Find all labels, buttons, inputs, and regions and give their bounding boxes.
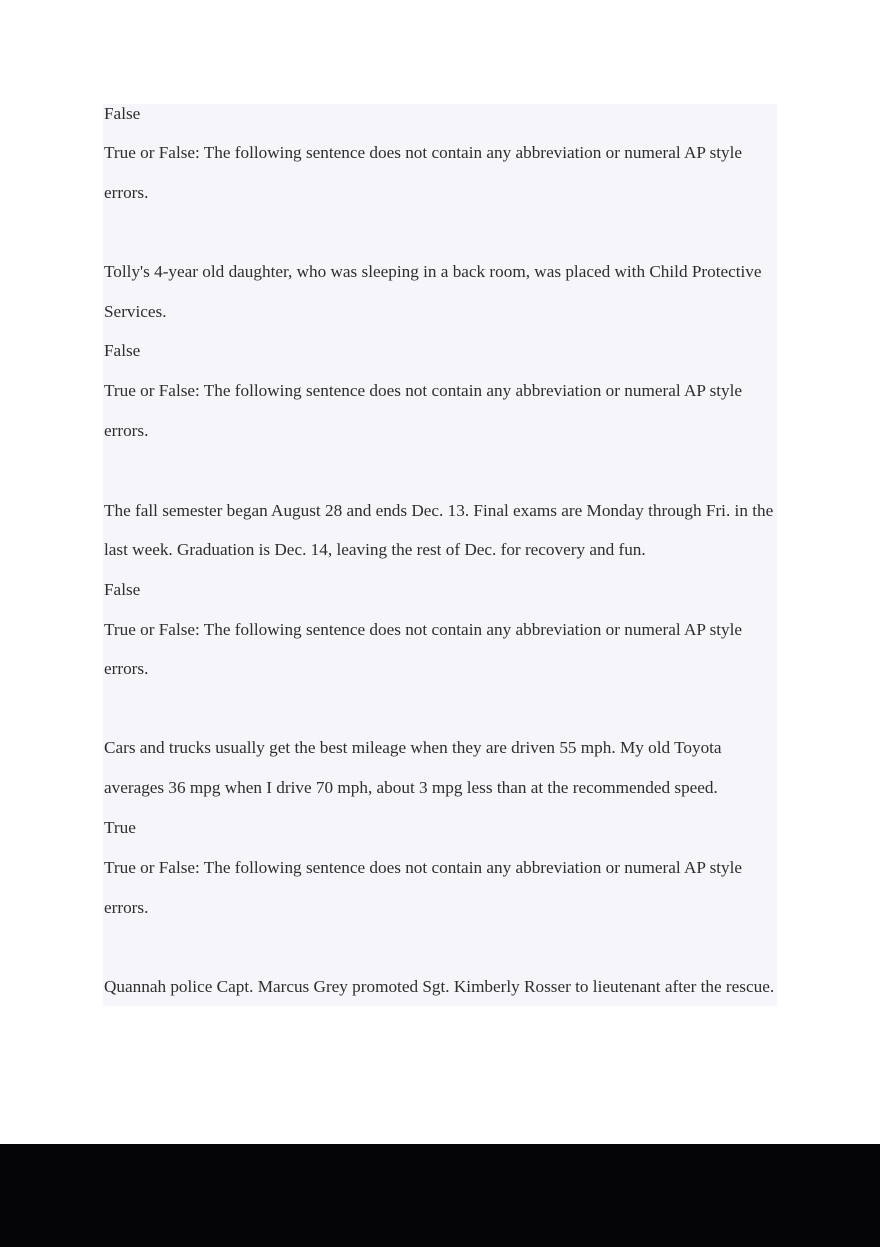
example-sentence: Tolly's 4-year old daughter, who was sleeping in a back room, was placed with Child Protective (104, 262, 762, 281)
question-text: True or False: The following sentence does not contain any abbreviation or numeral AP style (104, 858, 743, 877)
example-sentence: The fall semester began August 28 and ends Dec. 13. Final exams are Monday through Fri. in the (104, 501, 774, 520)
answer-label: False (104, 341, 141, 360)
answer-label: False (104, 104, 141, 123)
question-text: True or False: The following sentence does not contain any abbreviation or numeral AP style (104, 381, 743, 400)
answer-label: False (104, 580, 141, 599)
example-sentence-continued: Services. (104, 302, 167, 321)
question-text-continued: errors. (104, 421, 149, 440)
question-text-continued: errors. (104, 659, 149, 678)
black-bottom-bar (0, 1144, 880, 1247)
example-sentence-continued: last week. Graduation is Dec. 14, leaving the rest of Dec. for recovery and fun. (104, 540, 646, 559)
example-sentence: Cars and trucks usually get the best mileage when they are driven 55 mph. My old Toyota (104, 738, 722, 757)
question-text-continued: errors. (104, 898, 149, 917)
answer-label: True (104, 818, 136, 837)
question-text-continued: errors. (104, 183, 149, 202)
question-text: True or False: The following sentence does not contain any abbreviation or numeral AP style (104, 620, 743, 639)
example-sentence-continued: averages 36 mpg when I drive 70 mph, about 3 mpg less than at the recommended speed. (104, 778, 718, 797)
example-sentence: Quannah police Capt. Marcus Grey promoted Sgt. Kimberly Rosser to lieutenant after the rescue. (104, 977, 775, 996)
question-text: True or False: The following sentence does not contain any abbreviation or numeral AP style (104, 143, 743, 162)
